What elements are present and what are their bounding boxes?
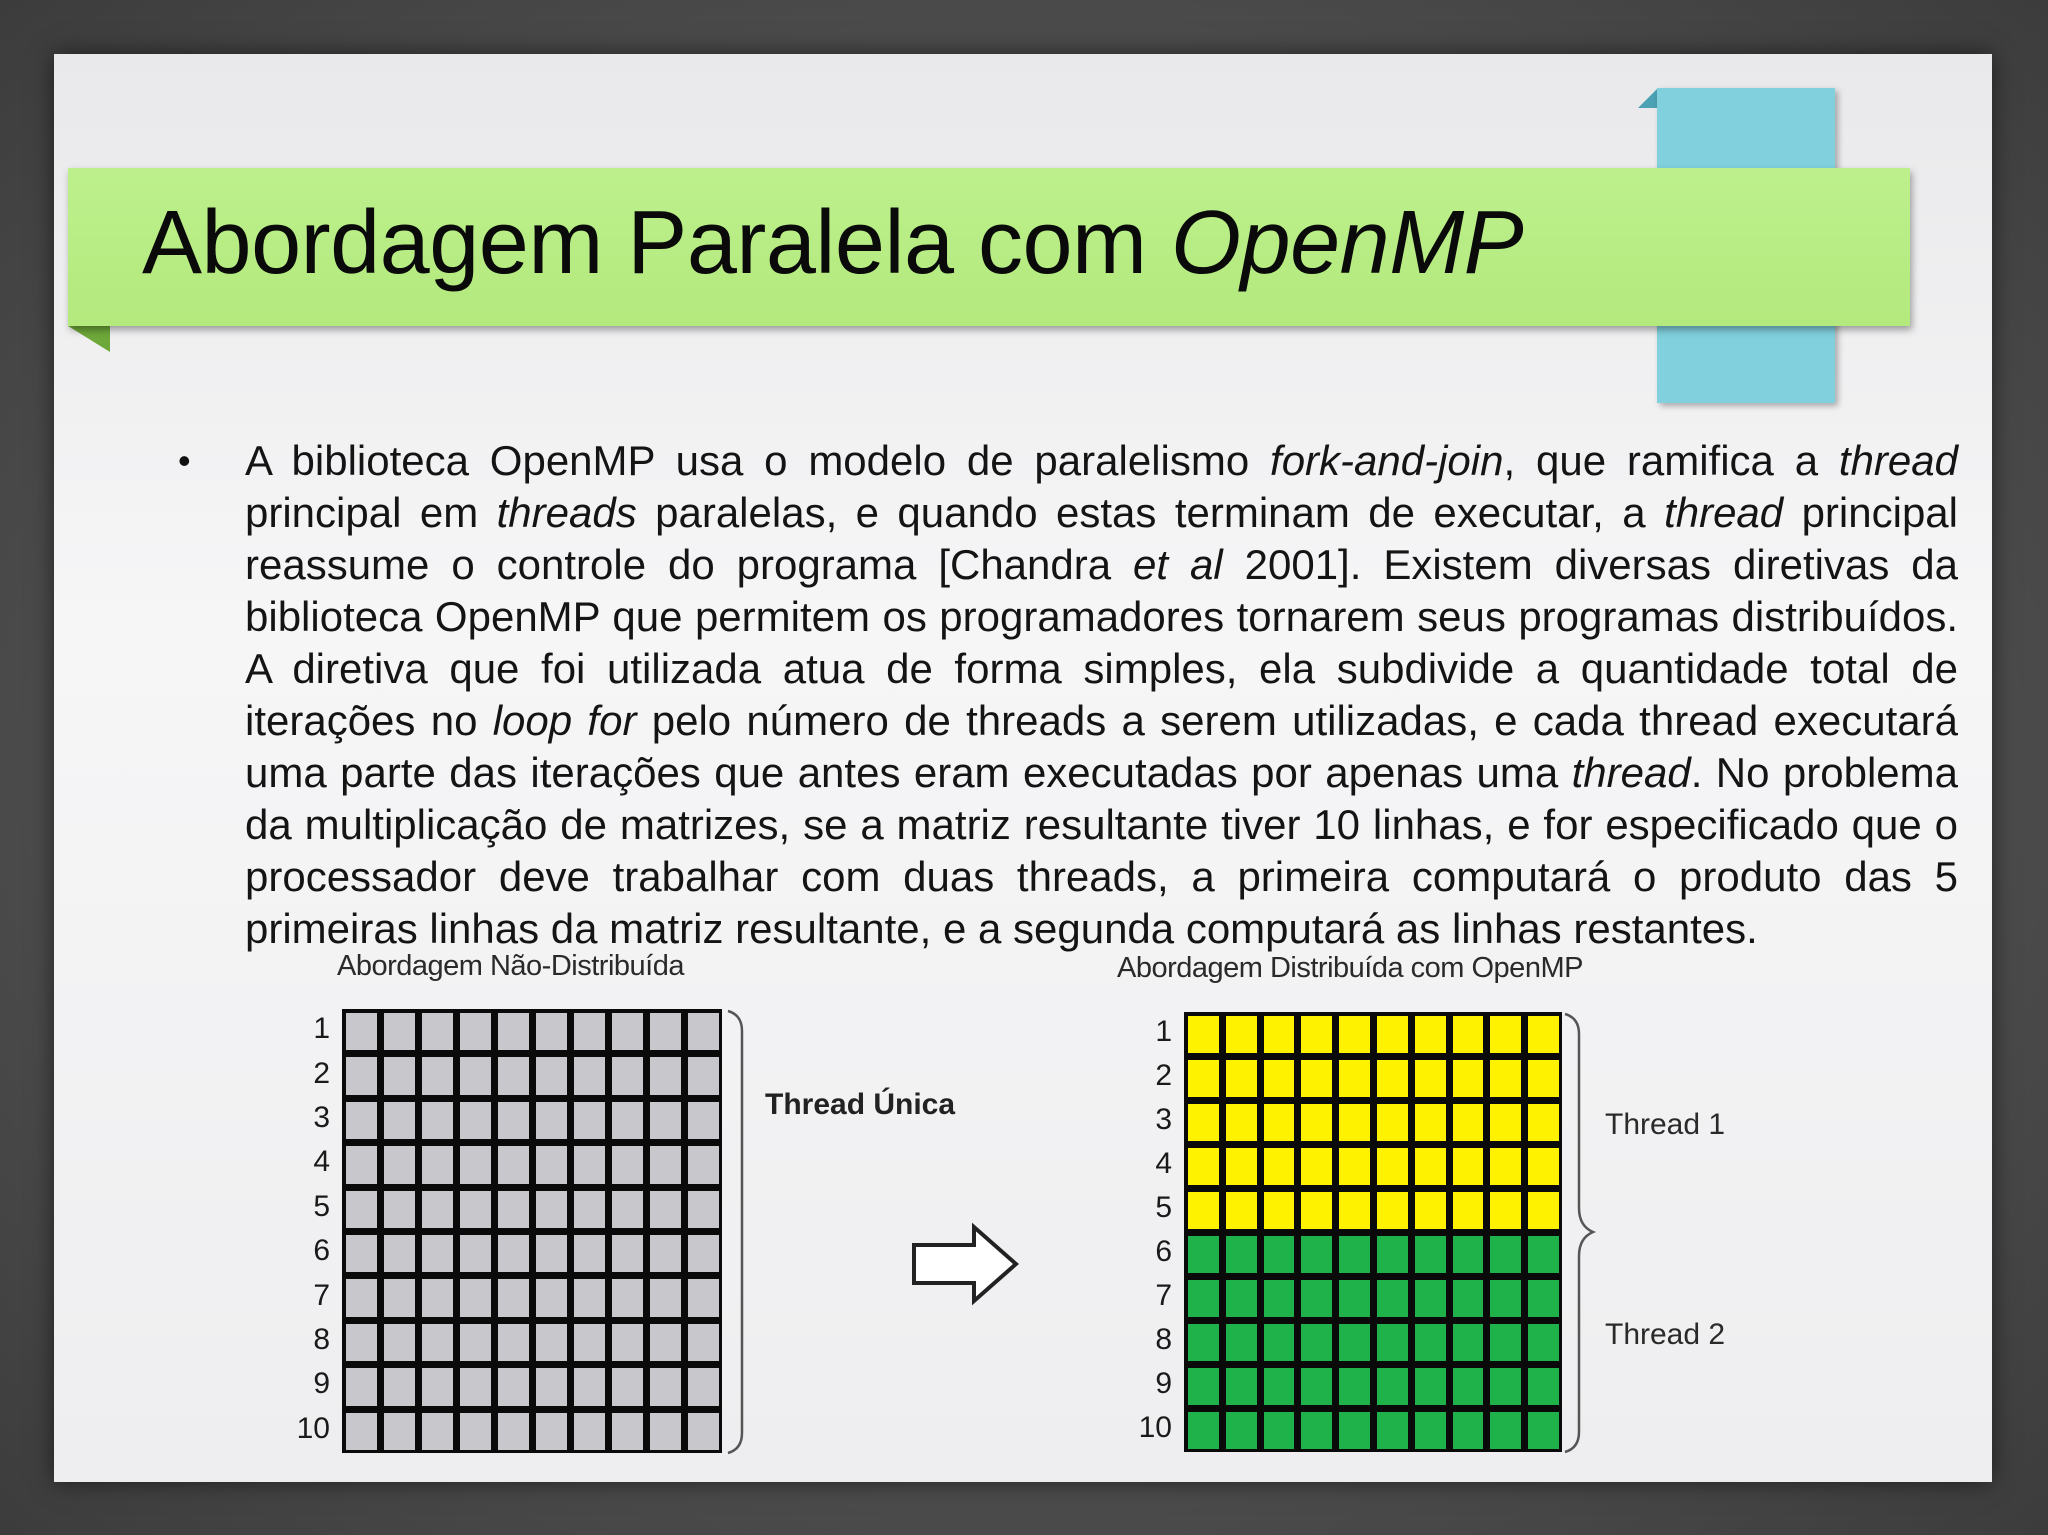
- matrix-cell: [1453, 1236, 1484, 1273]
- matrix-cell: [1377, 1412, 1408, 1449]
- italic-term: thread: [1571, 749, 1691, 796]
- matrix-cell: [612, 1013, 643, 1050]
- matrix-cell: [688, 1057, 719, 1094]
- matrix-cell: [1377, 1324, 1408, 1361]
- matrix-cell: [1339, 1192, 1370, 1229]
- matrix-cell: [1490, 1412, 1521, 1449]
- matrix-cell: [536, 1324, 567, 1361]
- matrix-cell: [650, 1324, 681, 1361]
- row-label: 6: [1155, 1235, 1172, 1268]
- title-emphasis-text: OpenMP: [1171, 193, 1524, 293]
- matrix-cell: [422, 1191, 453, 1228]
- matrix-cell: [1264, 1324, 1295, 1361]
- row-label: 3: [313, 1101, 330, 1134]
- matrix-cell: [612, 1279, 643, 1316]
- matrix-cell: [1301, 1324, 1332, 1361]
- matrix-cell: [1453, 1324, 1484, 1361]
- matrix-cell: [1264, 1192, 1295, 1229]
- matrix-cell: [574, 1102, 605, 1139]
- matrix-cell: [1415, 1368, 1446, 1405]
- matrix-cell: [1301, 1148, 1332, 1185]
- matrix-cell: [1453, 1412, 1484, 1449]
- thread2-label: Thread 2: [1605, 1318, 1726, 1351]
- matrix-cell: [460, 1102, 491, 1139]
- row-label: 7: [313, 1278, 330, 1312]
- matrix-cell: [650, 1013, 681, 1050]
- row-label: 7: [1155, 1279, 1172, 1312]
- matrix-cell: [422, 1146, 453, 1183]
- matrix-cell: [650, 1146, 681, 1183]
- matrix-cell: [536, 1279, 567, 1316]
- matrix-cell: [1453, 1280, 1484, 1317]
- matrix-cell: [574, 1235, 605, 1272]
- matrix-cell: [1490, 1280, 1521, 1317]
- matrix-cell: [1528, 1324, 1559, 1361]
- matrix-cell: [688, 1235, 719, 1272]
- matrix-cell: [650, 1413, 681, 1450]
- matrix-cell: [498, 1413, 529, 1450]
- matrix-cell: [612, 1102, 643, 1139]
- matrix-cell: [688, 1191, 719, 1228]
- row-label: 3: [1155, 1103, 1172, 1136]
- row-label: 2: [313, 1056, 330, 1090]
- matrix-cell: [384, 1324, 415, 1361]
- matrix-cell: [1453, 1148, 1484, 1185]
- matrix-cell: [688, 1413, 719, 1450]
- matrix-cell: [346, 1279, 377, 1316]
- matrix-cell: [1188, 1368, 1219, 1405]
- matrix-cell: [574, 1324, 605, 1361]
- matrix-cell: [422, 1413, 453, 1450]
- matrix-cell: [1339, 1236, 1370, 1273]
- matrix-cell: [536, 1102, 567, 1139]
- matrix-cell: [650, 1102, 681, 1139]
- matrix-cell: [1301, 1368, 1332, 1405]
- matrix-cell: [1339, 1280, 1370, 1317]
- matrix-cell: [1415, 1104, 1446, 1141]
- body-run: A biblioteca OpenMP usa o modelo de paralelismo: [245, 437, 1271, 484]
- matrix-cell: [1264, 1104, 1295, 1141]
- row-label: 4: [1155, 1147, 1172, 1180]
- matrix-cell: [422, 1235, 453, 1272]
- matrix-cell: [1339, 1060, 1370, 1097]
- italic-term: loop for: [492, 697, 637, 744]
- right-arrow-icon: [910, 1223, 1022, 1305]
- matrix-cell: [650, 1191, 681, 1228]
- matrix-cell: [498, 1368, 529, 1405]
- row-label: 9: [1155, 1367, 1172, 1400]
- matrix-cell: [1301, 1280, 1332, 1317]
- matrix-cell: [422, 1368, 453, 1405]
- matrix-cell: [612, 1235, 643, 1272]
- matrix-cell: [384, 1413, 415, 1450]
- row-label: 2: [1155, 1059, 1172, 1092]
- matrix-cell: [1226, 1060, 1257, 1097]
- matrix-cell: [1415, 1236, 1446, 1273]
- matrix-cell: [1301, 1236, 1332, 1273]
- matrix-cell: [1226, 1280, 1257, 1317]
- matrix-cell: [1453, 1016, 1484, 1053]
- matrix-cell: [1490, 1236, 1521, 1273]
- matrix-cell: [574, 1013, 605, 1050]
- body-run: 2001]. Existem diversas diretivas da biblioteca OpenMP que permitem os programadores tornarem seus programas distribuídos. A diretiva que foi utilizada atua de forma simples, ela subdivide a quantidade total de iterações no: [245, 541, 1958, 744]
- matrix-cell: [1415, 1060, 1446, 1097]
- matrix-cell: [1188, 1192, 1219, 1229]
- matrix-cell: [1490, 1104, 1521, 1141]
- matrix-cell: [612, 1146, 643, 1183]
- matrix-cell: [460, 1191, 491, 1228]
- matrix-cell: [1301, 1104, 1332, 1141]
- matrix-cell: [1415, 1412, 1446, 1449]
- matrix-cell: [1188, 1324, 1219, 1361]
- matrix-cell: [384, 1235, 415, 1272]
- matrix-cell: [1490, 1324, 1521, 1361]
- matrix-cell: [1339, 1412, 1370, 1449]
- matrix-cell: [1453, 1192, 1484, 1229]
- matrix-cell: [536, 1191, 567, 1228]
- matrix-cell: [384, 1102, 415, 1139]
- matrix-cell: [422, 1324, 453, 1361]
- matrix-cell: [384, 1368, 415, 1405]
- matrix-cell: [574, 1368, 605, 1405]
- matrix-cell: [346, 1324, 377, 1361]
- matrix-cell: [1453, 1104, 1484, 1141]
- matrix-cell: [422, 1013, 453, 1050]
- matrix-cell: [1377, 1104, 1408, 1141]
- matrix-cell: [536, 1146, 567, 1183]
- matrix-cell: [346, 1413, 377, 1450]
- matrix-cell: [1188, 1016, 1219, 1053]
- matrix-cell: [1377, 1236, 1408, 1273]
- matrix-cell: [574, 1057, 605, 1094]
- matrix-cell: [346, 1013, 377, 1050]
- matrix-cell: [1301, 1016, 1332, 1053]
- italic-term: thread: [1664, 489, 1784, 536]
- matrix-cell: [1226, 1192, 1257, 1229]
- matrix-cell: [536, 1413, 567, 1450]
- matrix-cell: [1226, 1368, 1257, 1405]
- matrix-cell: [1528, 1104, 1559, 1141]
- matrix-cell: [1528, 1412, 1559, 1449]
- matrix-cell: [1188, 1280, 1219, 1317]
- matrix-cell: [1415, 1192, 1446, 1229]
- matrix-cell: [1528, 1368, 1559, 1405]
- matrix-cell: [346, 1235, 377, 1272]
- matrix-cell: [574, 1191, 605, 1228]
- matrix-cell: [460, 1235, 491, 1272]
- matrix-cell: [460, 1146, 491, 1183]
- matrix-cell: [1264, 1236, 1295, 1273]
- matrix-cell: [1226, 1104, 1257, 1141]
- matrix-cell: [384, 1279, 415, 1316]
- matrix-cell: [612, 1413, 643, 1450]
- body-run: pelo número de threads a serem utilizadas, e cada thread executará uma parte das iterações que antes eram executadas por apenas uma: [245, 697, 1958, 796]
- matrix-cell: [498, 1279, 529, 1316]
- matrix-cell: [498, 1191, 529, 1228]
- row-label: 4: [313, 1145, 330, 1179]
- bullet-paragraph: [245, 435, 1958, 955]
- matrix-cell: [574, 1146, 605, 1183]
- matrix-cell: [1264, 1412, 1295, 1449]
- matrix-cell: [1264, 1016, 1295, 1053]
- matrix-cell: [1453, 1060, 1484, 1097]
- single-thread-brace: [726, 1009, 756, 1455]
- matrix-cell: [612, 1057, 643, 1094]
- matrix-cell: [346, 1146, 377, 1183]
- matrix-cell: [1226, 1324, 1257, 1361]
- matrix-cell: [498, 1324, 529, 1361]
- matrix-cell: [460, 1279, 491, 1316]
- body-run: principal em: [245, 489, 497, 536]
- matrix-cell: [688, 1013, 719, 1050]
- bullet-marker: •: [178, 440, 191, 481]
- matrix-cell: [1377, 1148, 1408, 1185]
- row-label: 1: [313, 1012, 330, 1046]
- left-diagram-title: Abordagem Não-Distribuída: [337, 950, 684, 982]
- matrix-cell: [1339, 1016, 1370, 1053]
- matrix-cell: [1301, 1192, 1332, 1229]
- italic-term: threads: [496, 489, 637, 536]
- body-run: principal reassume o controle do programa [Chandra: [245, 489, 1958, 588]
- matrix-cell: [1264, 1368, 1295, 1405]
- matrix-cell: [498, 1013, 529, 1050]
- matrix-cell: [1415, 1016, 1446, 1053]
- matrix-cell: [1490, 1148, 1521, 1185]
- italic-term: thread: [1838, 437, 1958, 484]
- matrix-cell: [1415, 1324, 1446, 1361]
- matrix-cell: [688, 1368, 719, 1405]
- left-matrix-grid: [342, 1009, 722, 1453]
- matrix-cell: [1339, 1324, 1370, 1361]
- matrix-cell: [498, 1102, 529, 1139]
- italic-term: fork-and-join: [1270, 437, 1504, 484]
- matrix-cell: [346, 1368, 377, 1405]
- matrix-cell: [650, 1368, 681, 1405]
- matrix-cell: [1528, 1192, 1559, 1229]
- matrix-cell: [574, 1413, 605, 1450]
- matrix-cell: [460, 1013, 491, 1050]
- matrix-cell: [574, 1279, 605, 1316]
- row-label: 10: [296, 1411, 330, 1445]
- matrix-cell: [536, 1057, 567, 1094]
- matrix-cell: [688, 1102, 719, 1139]
- matrix-cell: [1226, 1148, 1257, 1185]
- matrix-cell: [1188, 1104, 1219, 1141]
- matrix-cell: [536, 1235, 567, 1272]
- matrix-cell: [536, 1013, 567, 1050]
- matrix-cell: [612, 1368, 643, 1405]
- body-run: , que ramifica a: [1503, 437, 1839, 484]
- matrix-cell: [1188, 1236, 1219, 1273]
- matrix-cell: [1377, 1368, 1408, 1405]
- matrix-cell: [688, 1146, 719, 1183]
- matrix-cell: [460, 1413, 491, 1450]
- title-plain-text: Abordagem Paralela com: [142, 193, 1172, 293]
- row-label: 8: [313, 1323, 330, 1356]
- matrix-cell: [650, 1279, 681, 1316]
- blue-tab-fold-decoration: [1638, 88, 1658, 108]
- matrix-cell: [1339, 1148, 1370, 1185]
- matrix-cell: [1528, 1236, 1559, 1273]
- matrix-cell: [460, 1368, 491, 1405]
- matrix-cell: [1528, 1016, 1559, 1053]
- matrix-cell: [1188, 1148, 1219, 1185]
- matrix-cell: [1226, 1236, 1257, 1273]
- matrix-cell: [1490, 1016, 1521, 1053]
- matrix-cell: [1339, 1368, 1370, 1405]
- row-label: 1: [1155, 1015, 1172, 1048]
- matrix-cell: [1377, 1016, 1408, 1053]
- body-run: . No problema da multiplicação de matrizes, se a matriz resultante tiver 10 linhas, e for especificado que o processador deve trabalhar com duas threads, a primeira computará o produto das 5 primeiras linhas da matriz resultante, e a segunda computará as linhas restantes.: [245, 749, 1958, 952]
- matrix-cell: [384, 1191, 415, 1228]
- thread-braces: [1563, 1012, 1599, 1454]
- body-run: paralelas, e quando estas terminam de executar, a: [636, 489, 1665, 536]
- matrix-cell: [1490, 1368, 1521, 1405]
- matrix-cell: [1264, 1148, 1295, 1185]
- matrix-cell: [460, 1324, 491, 1361]
- matrix-cell: [1339, 1104, 1370, 1141]
- single-thread-label: Thread Única: [765, 1088, 956, 1121]
- row-label: 8: [1155, 1323, 1172, 1356]
- italic-term: et al: [1133, 541, 1223, 588]
- matrix-cell: [612, 1191, 643, 1228]
- matrix-cell: [1528, 1060, 1559, 1097]
- matrix-cell: [346, 1102, 377, 1139]
- matrix-cell: [1188, 1060, 1219, 1097]
- row-label: 5: [1155, 1191, 1172, 1224]
- matrix-cell: [688, 1324, 719, 1361]
- right-diagram-title: Abordagem Distribuída com OpenMP: [1117, 952, 1583, 984]
- matrix-cell: [384, 1146, 415, 1183]
- matrix-cell: [1264, 1060, 1295, 1097]
- matrix-cell: [1264, 1280, 1295, 1317]
- matrix-cell: [1226, 1412, 1257, 1449]
- matrix-cell: [422, 1057, 453, 1094]
- matrix-cell: [1415, 1148, 1446, 1185]
- matrix-cell: [612, 1324, 643, 1361]
- matrix-cell: [1188, 1412, 1219, 1449]
- matrix-cell: [384, 1057, 415, 1094]
- matrix-cell: [384, 1013, 415, 1050]
- title-bar-fold-decoration: [68, 326, 110, 352]
- matrix-cell: [1301, 1412, 1332, 1449]
- matrix-cell: [1226, 1016, 1257, 1053]
- matrix-cell: [422, 1279, 453, 1316]
- matrix-cell: [346, 1191, 377, 1228]
- matrix-cell: [1528, 1280, 1559, 1317]
- matrix-cell: [460, 1057, 491, 1094]
- matrix-cell: [422, 1102, 453, 1139]
- thread1-label: Thread 1: [1605, 1108, 1726, 1141]
- matrix-cell: [1453, 1368, 1484, 1405]
- matrix-cell: [1415, 1280, 1446, 1317]
- matrix-cell: [650, 1057, 681, 1094]
- matrix-cell: [1377, 1192, 1408, 1229]
- row-label: 10: [1138, 1411, 1172, 1444]
- slide: [54, 54, 1992, 1482]
- matrix-cell: [1528, 1148, 1559, 1185]
- matrix-cell: [498, 1235, 529, 1272]
- matrix-cell: [1377, 1280, 1408, 1317]
- matrix-cell: [650, 1235, 681, 1272]
- matrix-cell: [498, 1146, 529, 1183]
- matrix-cell: [688, 1279, 719, 1316]
- matrix-cell: [1490, 1192, 1521, 1229]
- right-matrix-grid: [1184, 1012, 1562, 1452]
- matrix-cell: [1377, 1060, 1408, 1097]
- matrix-cell: [498, 1057, 529, 1094]
- row-label: 6: [313, 1234, 330, 1268]
- matrix-cell: [536, 1368, 567, 1405]
- slide-title: [142, 193, 1524, 293]
- row-label: 5: [313, 1189, 330, 1223]
- matrix-cell: [346, 1057, 377, 1094]
- matrix-cell: [1301, 1060, 1332, 1097]
- row-label: 9: [313, 1367, 330, 1401]
- matrix-cell: [1490, 1060, 1521, 1097]
